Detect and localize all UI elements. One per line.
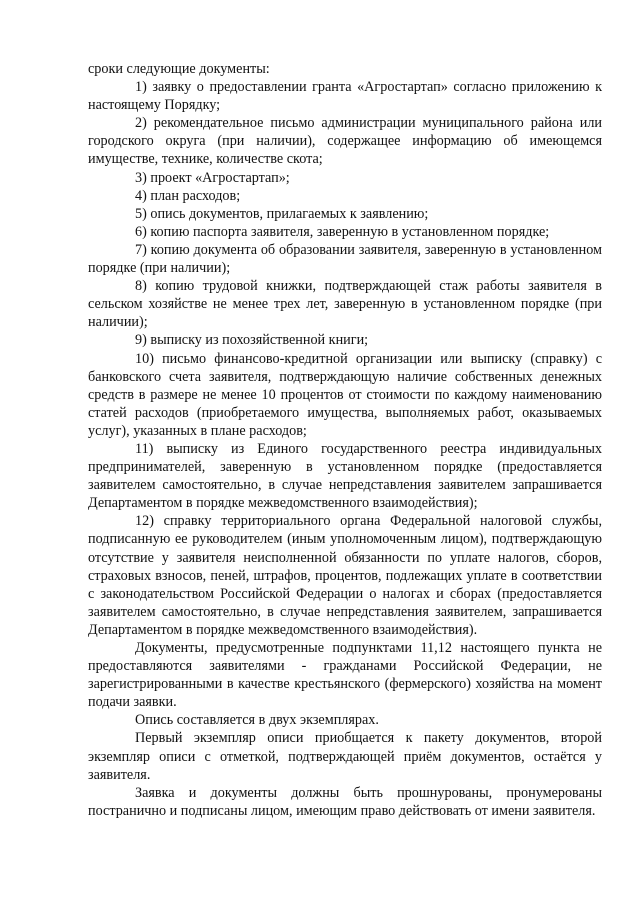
- list-item-3: 3) проект «Агростартап»;: [135, 169, 290, 186]
- list-item-5: 5) опись документов, прилагаемых к заявлению;: [135, 205, 429, 222]
- list-item-6: 6) копию паспорта заявителя, заверенную в установленном порядке;: [135, 223, 550, 240]
- list-item-12: 12) справку территориального органа Федеральной налоговой службы, подписанную ее руководителем (иным уполномоченным лицом), подтверждающую отсутствие у заявителя неисполненной обязанности по уплате налогов, сборов, страховых взносов, пеней, штрафов, процентов, подлежащих уплате в соответствии с законодательством Российской Федерации о налогах и сборах (предоставляется заявителем самостоятельно, в случае непредставления заявителем, запрашивается Департаментом в порядке межведомственного взаимодействия).: [88, 513, 602, 638]
- list-item-8: 8) копию трудовой книжки, подтверждающей стаж работы заявителя в сельском хозяйстве не менее трех лет, заверенную в установленном порядке (при наличии);: [88, 278, 602, 331]
- paragraph-inventory-copies: Опись составляется в двух экземплярах.: [135, 712, 379, 729]
- list-item-10: 10) письмо финансово-кредитной организации или выписку (справку) с банковского счета заявителя, подтверждающую наличие собственных денежных средств в размере не менее 10 процентов от стоимости по каждому наименованию статей расходов (приобретаемого имущества, выполняемых работ, оказываемых услуг), указанных в плане расходов;: [88, 350, 602, 439]
- paragraph-intro: сроки следующие документы:: [88, 61, 270, 77]
- paragraph-inventory-distribution: Первый экземпляр описи приобщается к пакету документов, второй экземпляр описи с отметкой, подтверждающей приём документов, остаётся у заявителя.: [88, 730, 602, 783]
- document-page: [88, 60, 602, 820]
- list-item-9: 9) выписку из похозяйственной книги;: [135, 332, 369, 349]
- list-item-4: 4) план расходов;: [135, 187, 241, 204]
- list-item-7: 7) копию документа об образовании заявителя, заверенную в установленном порядке (при наличии);: [88, 241, 602, 277]
- paragraph-binding-requirements: Заявка и документы должны быть прошнурованы, пронумерованы постранично и подписаны лицом, имеющим право действовать от имени заявителя.: [88, 784, 602, 819]
- paragraph-exemption: Документы, предусмотренные подпунктами 11,12 настоящего пункта не предоставляются заявителями - гражданами Российской Федерации, не зарегистрированными в качестве крестьянского (фермерского) хозяйства на момент подачи заявки.: [88, 640, 602, 711]
- list-item-1: 1) заявку о предоставлении гранта «Агростартап» согласно приложению к настоящему Порядку;: [88, 79, 602, 114]
- list-item-2: 2) рекомендательное письмо администрации муниципального района или городского округа (при наличии), содержащее информацию об имеющемся имуществе, технике, количестве скота;: [88, 115, 602, 168]
- list-item-11: 11) выписку из Единого государственного реестра индивидуальных предпринимателей, заверенную в установленном порядке (предоставляется заявителем самостоятельно, в случае непредставления заявителем запрашивается Департаментом в порядке межведомственного взаимодействия);: [88, 440, 602, 512]
